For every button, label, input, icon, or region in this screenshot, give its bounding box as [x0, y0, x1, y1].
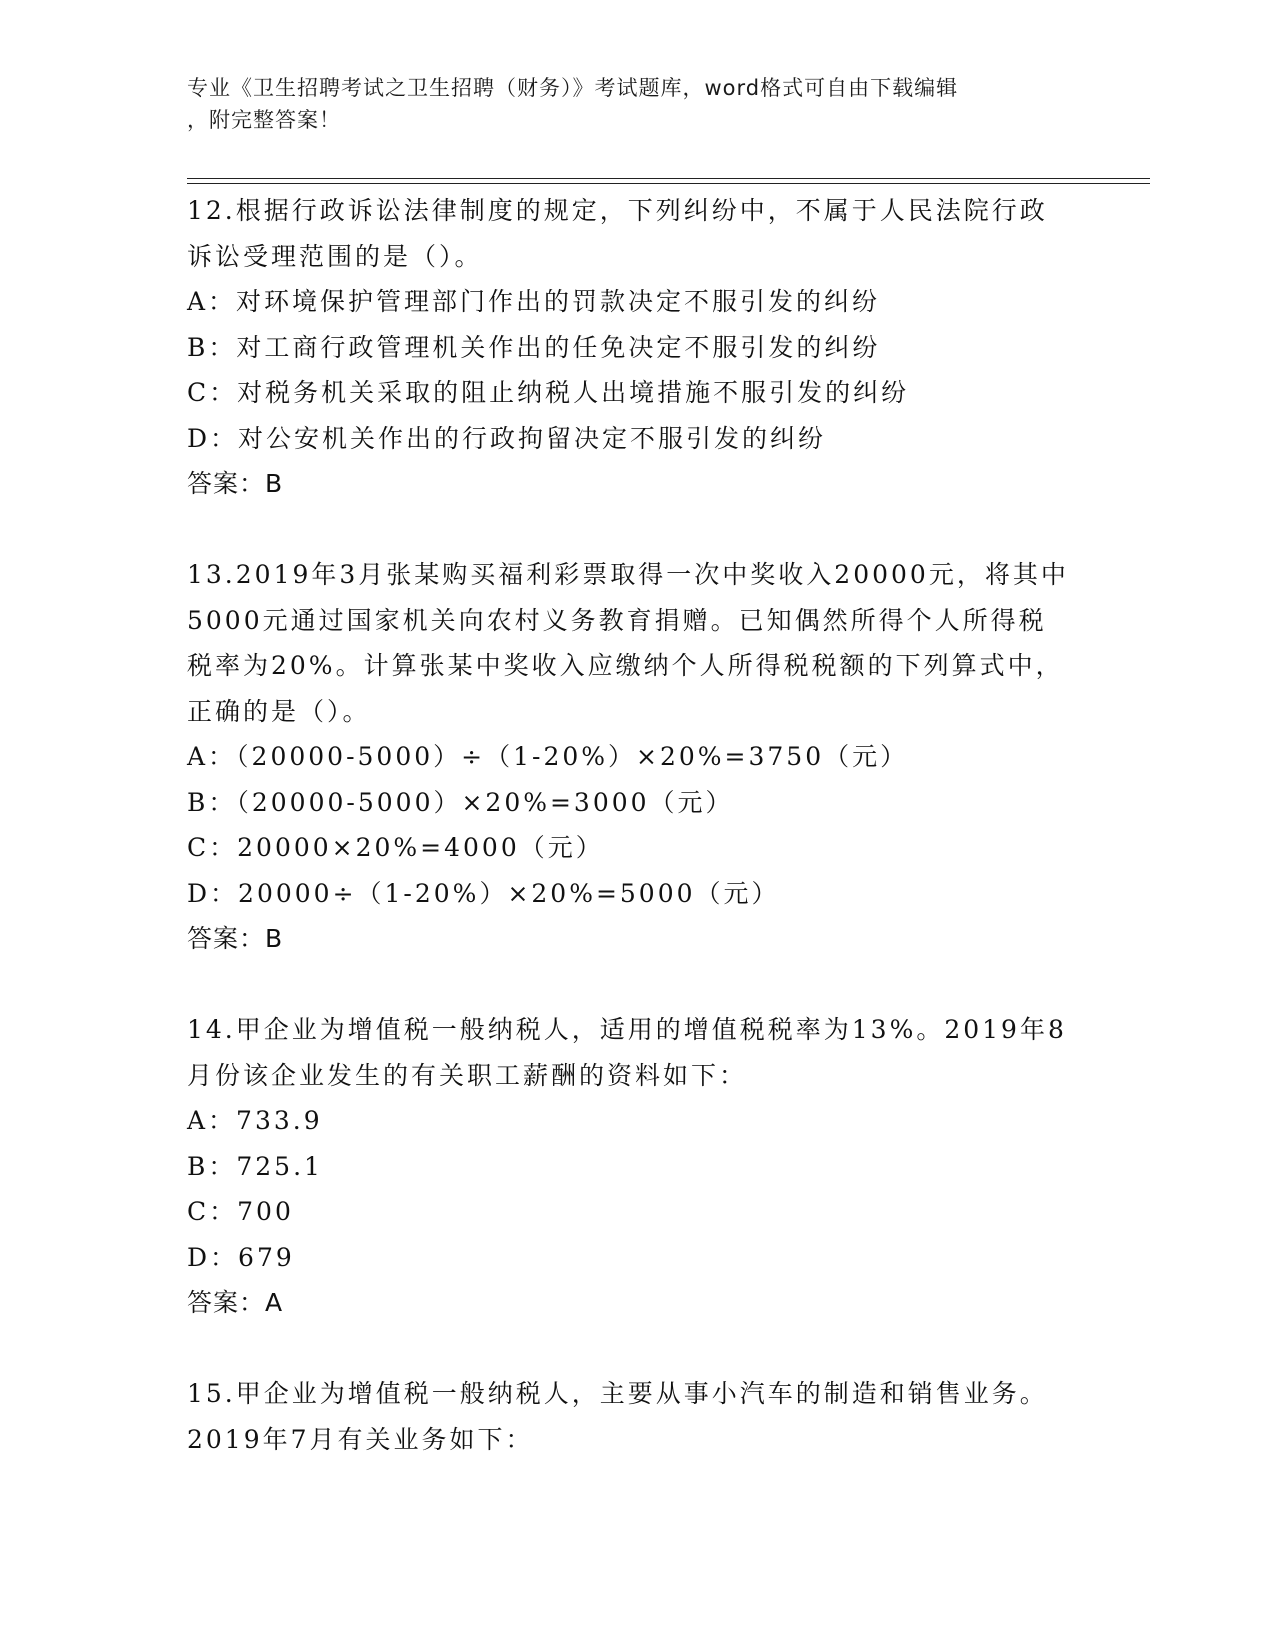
option-b: B：725.1 [187, 1151, 323, 1181]
header-rule-top [187, 178, 1150, 179]
question-stem-line: 税率为20%。计算张某中奖收入应缴纳个人所得税税额的下列算式中， [187, 651, 1064, 680]
option-d: D：679 [187, 1242, 295, 1272]
answer-line: 答案：A [187, 1288, 284, 1317]
option-a: A：733.9 [187, 1106, 323, 1135]
question-stem-line: 2019年7月有关业务如下： [187, 1424, 534, 1454]
question-stem-line: 5000元通过国家机关向农村义务教育捐赠。已知偶然所得个人所得税 [187, 605, 1047, 635]
answer-line: 答案：B [187, 924, 284, 953]
question-12 [187, 188, 1087, 507]
question-stem-line: 13.2019年3月张某购买福利彩票取得一次中奖收入20000元，将其中 [187, 560, 1069, 589]
document-header [187, 72, 1067, 136]
option-c: C：700 [187, 1197, 294, 1226]
question-stem-line: 月份该企业发生的有关职工薪酬的资料如下： [187, 1060, 748, 1090]
question-stem-line: 12.根据行政诉讼法律制度的规定，下列纠纷中，不属于人民法院行政 [187, 196, 1048, 225]
question-15 [187, 1371, 1087, 1462]
question-stem-line: 15.甲企业为增值税一般纳税人，主要从事小汽车的制造和销售业务。 [187, 1379, 1048, 1408]
question-stem-line: 诉讼受理范围的是（）。 [187, 241, 483, 271]
question-stem-line: 正确的是（）。 [187, 696, 371, 726]
question-14 [187, 1007, 1087, 1326]
question-stem-line: 14.甲企业为增值税一般纳税人，适用的增值税税率为13%。2019年8 [187, 1015, 1067, 1044]
answer-line: 答案：B [187, 469, 284, 498]
option-c: C：20000×20%=4000（元） [187, 833, 604, 862]
header-rule-bottom [187, 183, 1150, 184]
spacer [187, 962, 1087, 1008]
option-c: C：对税务机关采取的阻止纳税人出境措施不服引发的纠纷 [187, 378, 910, 407]
header-line-1: 专业《卫生招聘考试之卫生招聘（财务）》考试题库，word格式可自由下载编辑 [187, 76, 959, 100]
question-list [187, 188, 1087, 1462]
question-13 [187, 552, 1087, 962]
option-b: B：对工商行政管理机关作出的任免决定不服引发的纠纷 [187, 332, 881, 362]
spacer [187, 507, 1087, 553]
header-line-2: ，附完整答案！ [187, 108, 341, 132]
option-a: A：（20000-5000）÷（1-20%）×20%=3750（元） [187, 742, 909, 771]
option-d: D：20000÷（1-20%）×20%=5000（元） [187, 878, 780, 908]
option-a: A：对环境保护管理部门作出的罚款决定不服引发的纠纷 [187, 287, 881, 316]
option-d: D：对公安机关作出的行政拘留决定不服引发的纠纷 [187, 423, 827, 453]
spacer [187, 1326, 1087, 1372]
option-b: B：（20000-5000）×20%=3000（元） [187, 787, 734, 817]
